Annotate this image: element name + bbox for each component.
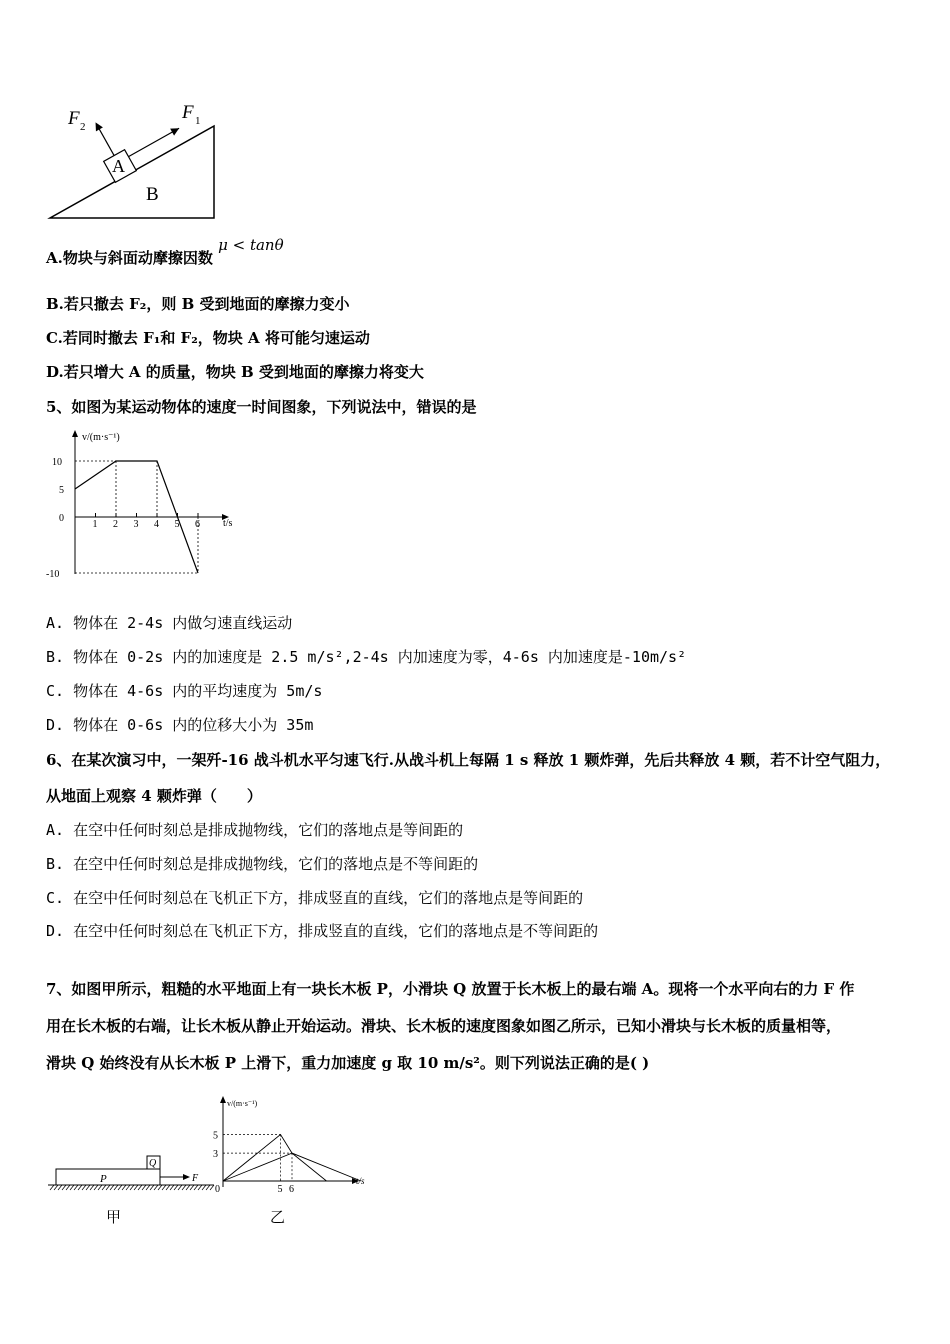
option-5a: A. 物体在 2-4s 内做匀速直线运动: [46, 614, 293, 632]
option-4a-text: A.物块与斜面动摩擦因数: [46, 249, 213, 267]
ground-hatch: [90, 1185, 94, 1190]
caption-jia: 甲: [106, 1210, 122, 1226]
ground-hatch: [62, 1185, 66, 1190]
slider-velocity-line: [223, 1153, 327, 1181]
x-tick-label: 1: [92, 519, 98, 530]
option-6d: D. 在空中任何时刻总在飞机正下方，排成竖直的直线，它们的落地点是不等间距的: [46, 922, 599, 940]
ground-hatch: [106, 1185, 110, 1190]
q7-stem-line3: 滑块 Q 始终没有从长木板 P 上滑下，重力加速度 g 取 10 m/s²。则下列说法正确的是( ): [46, 1054, 650, 1072]
q7-stem-line1: 7、如图甲所示，粗糙的水平地面上有一块长木板 P，小滑块 Q 放置于长木板上的最右端 A。现将一个水平向右的力 F 作: [46, 980, 855, 998]
ground-hatch: [194, 1185, 198, 1190]
y-axis-label: v/(m·s⁻¹): [227, 1099, 258, 1108]
x-tick-label: 0: [215, 1184, 220, 1195]
ground-hatch: [58, 1185, 62, 1190]
velocity-time-chart-q5: [40, 424, 250, 584]
x-tick-label: 4: [154, 519, 159, 530]
board-p: [56, 1169, 160, 1185]
ground-hatch: [202, 1185, 206, 1190]
ground-hatch: [146, 1185, 150, 1190]
ground-hatch: [166, 1185, 170, 1190]
x-tick-label: 2: [113, 519, 118, 530]
ground-hatch: [154, 1185, 158, 1190]
board-slider-figure: [46, 1150, 216, 1230]
f2-arrow: [97, 126, 114, 156]
ground-hatch: [82, 1185, 86, 1190]
ground-hatch: [114, 1185, 118, 1190]
ground-hatch: [186, 1185, 190, 1190]
block-b-label: B: [146, 184, 159, 205]
q6-stem-line2: 从地面上观察 4 颗炸弹（ ）: [46, 787, 262, 805]
ground-hatch: [122, 1185, 126, 1190]
x-axis-label: t/s: [356, 1176, 365, 1186]
q7-stem-line2: 用在长木板的右端，让长木板从静止开始运动。滑块、长木板的速度图象如图乙所示，已知小滑块与长木板的质量相等，: [46, 1017, 842, 1035]
y-tick-label: -10: [46, 569, 60, 580]
f2-subscript: 2: [80, 121, 86, 133]
y-tick-label: 5: [213, 1130, 218, 1142]
option-5d: D. 物体在 0-6s 内的位移大小为 35m: [46, 716, 314, 734]
y-axis-label: v/(m·s⁻¹): [82, 432, 120, 443]
velocity-time-chart-q7: [210, 1092, 380, 1232]
ground-hatch: [98, 1185, 102, 1190]
ground-hatch: [158, 1185, 162, 1190]
caption-yi: 乙: [270, 1210, 286, 1226]
ground-hatch: [102, 1185, 106, 1190]
f1-arrowhead: [170, 125, 181, 136]
ground-hatch: [94, 1185, 98, 1190]
ground-hatch: [142, 1185, 146, 1190]
incline-figure: [40, 90, 240, 230]
ground-hatch: [138, 1185, 142, 1190]
ground-hatch: [86, 1185, 90, 1190]
ground-hatch: [130, 1185, 134, 1190]
ground-hatch: [150, 1185, 154, 1190]
ground-hatch: [54, 1185, 58, 1190]
option-4a-formula: μ < tanθ: [218, 236, 284, 254]
label-f: F: [192, 1173, 199, 1184]
x-tick-label: 6: [289, 1184, 294, 1195]
label-q: Q: [149, 1158, 157, 1169]
option-6b: B. 在空中任何时刻总是排成抛物线，它们的落地点是不等间距的: [46, 855, 479, 873]
option-5b: B. 物体在 0-2s 内的加速度是 2.5 m/s²,2-4s 内加速度为零，4-6s 内加速度是-10m/s²: [46, 648, 687, 666]
option-4b: B.若只撤去 F₂，则 B 受到地面的摩擦力变小: [46, 295, 350, 313]
ground-hatch: [50, 1185, 54, 1190]
y-tick-label: 5: [59, 485, 64, 496]
ground-hatch: [78, 1185, 82, 1190]
option-4c: C.若同时撤去 F₁和 F₂，物块 A 将可能匀速运动: [46, 329, 370, 347]
ground-hatch: [170, 1185, 174, 1190]
ground-hatch: [162, 1185, 166, 1190]
f1-label: F: [182, 102, 194, 123]
ground-hatch: [182, 1185, 186, 1190]
ground-hatch: [174, 1185, 178, 1190]
y-tick-label: 0: [59, 513, 64, 524]
y-tick-label: 10: [52, 457, 62, 468]
ground-hatch: [190, 1185, 194, 1190]
f1-subscript: 1: [195, 115, 201, 127]
option-4a: [46, 236, 284, 268]
f1-arrow: [129, 128, 180, 156]
ground-hatch: [70, 1185, 74, 1190]
option-6a: A. 在空中任何时刻总是排成抛物线，它们的落地点是等间距的: [46, 821, 464, 839]
ground-hatch: [178, 1185, 182, 1190]
ground-hatch: [74, 1185, 78, 1190]
q5-stem: 5、如图为某运动物体的速度一时间图象，下列说法中，错误的是: [46, 398, 477, 416]
x-tick-label: 3: [133, 519, 139, 530]
force-arrowhead: [183, 1174, 190, 1180]
y-axis-arrowhead: [220, 1096, 226, 1103]
x-tick-label: 5: [277, 1184, 283, 1195]
ground-hatch: [118, 1185, 122, 1190]
option-4d: D.若只增大 A 的质量，物块 B 受到地面的摩擦力将变大: [46, 363, 424, 381]
option-5c: C. 物体在 4-6s 内的平均速度为 5m/s: [46, 682, 323, 700]
q6-stem-line1: 6、在某次演习中，一架歼-16 战斗机水平匀速飞行.从战斗机上每隔 1 s 释放 1 颗炸弹，先后共释放 4 颗，若不计空气阻力，: [46, 751, 891, 769]
ground-hatch: [134, 1185, 138, 1190]
block-a-label: A: [112, 156, 125, 176]
ground-hatch: [126, 1185, 130, 1190]
f2-label: F: [68, 108, 80, 129]
option-6c: C. 在空中任何时刻总在飞机正下方，排成竖直的直线，它们的落地点是等间距的: [46, 889, 584, 907]
y-tick-label: 3: [213, 1149, 218, 1161]
ground-hatch: [110, 1185, 114, 1190]
f2-arrowhead: [92, 120, 103, 131]
ground-hatch: [198, 1185, 202, 1190]
x-tick-label: 6: [195, 519, 200, 530]
y-axis-arrowhead: [72, 430, 78, 437]
ground-hatch: [66, 1185, 70, 1190]
x-tick-label: 5: [174, 519, 180, 530]
label-p: P: [100, 1173, 107, 1185]
x-axis-label: t/s: [223, 518, 233, 529]
